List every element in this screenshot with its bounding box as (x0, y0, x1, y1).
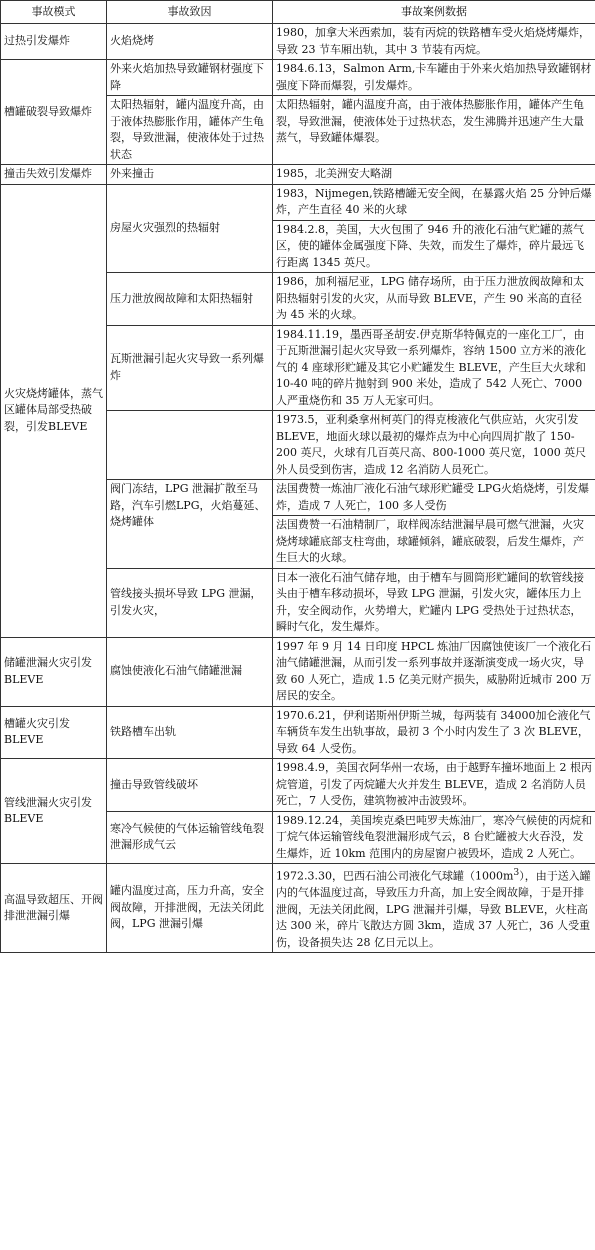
cause-cell: 铁路槽车出轨 (107, 706, 273, 759)
detail-cell: 日本一液化石油气储存地，由于槽车与圆筒形贮罐间的软管线接头由于槽车移动损坏，导致 LPG 泄漏，引发火灾，罐体压力上升，安全阀动作，火势增大，贮罐内 LPG 受热处于过热状态，瞬时气化，发生爆炸。 (273, 568, 595, 637)
cause-cell: 太阳热辐射，罐内温度升高，由于液体热膨胀作用，罐体产生龟裂，导致泄漏，使液体处于过热状态 (107, 96, 273, 165)
cause-cell: 瓦斯泄漏引起火灾导致一系列爆炸 (107, 325, 273, 411)
detail-cell: 太阳热辐射，罐内温度升高，由于液体热膨胀作用，罐体产生龟裂，导致泄漏，使液体处于过热状态，发生沸腾并迅速产生大量蒸气，导致罐体爆裂。 (273, 96, 595, 165)
table-row (1, 60, 595, 96)
table-row (1, 706, 595, 759)
header-cause: 事故致因 (107, 1, 273, 24)
detail-superscript: 3 (513, 867, 520, 878)
detail-cell: 法国费赞一炼油厂液化石油气球形贮罐受 LPG火焰烧烤，引发爆炸，造成 7 人死亡，100 多人受伤 (273, 480, 595, 516)
mode-cell: 储罐泄漏火灾引发 BLEVE (1, 637, 107, 706)
table-row (1, 864, 595, 953)
cause-cell: 管线接头损坏导致 LPG 泄漏，引发火灾， (107, 568, 273, 637)
mode-cell: 高温导致超压、开阀排泄泄漏引爆 (1, 864, 107, 953)
detail-cell: 1984.11.19，墨西哥圣胡安.伊克斯华特佩克的一座化工厂，由于瓦斯泄漏引起火灾导致一系列爆炸，容纳 1500 立方米的液化气的 4 座球形贮罐及其它小贮罐发生 BLEVE，产生巨大火球和 10-40 吨的碎片抛射到 900 米处，造成了 542 人死亡、7000 人严重烧伤和 35 万人无家可归。 (273, 325, 595, 411)
header-mode: 事故模式 (1, 1, 107, 24)
mode-cell: 过热引发爆炸 (1, 24, 107, 60)
mode-cell: 管线泄漏火灾引发 BLEVE (1, 759, 107, 864)
table-row (1, 24, 595, 60)
detail-cell: 1973.5，亚利桑拿州柯英门的得克梭液化气供应站，火灾引发 BLEVE，地面火球以最初的爆炸点为中心向四周扩散了 150-200 英尺，火球有几百英尺高、800-1000 英尺宽，1000 英尺外人员受到伤害，造成 12 名消防人员死亡。 (273, 411, 595, 480)
mode-cell: 撞击失效引发爆炸 (1, 165, 107, 185)
detail-cell: 法国费赞一石油精制厂，取样阀冻结泄漏早晨可燃气泄漏，火灾烧烤球罐底部支柱弯曲，球罐倾斜，罐底破裂，后发生爆炸，产生巨大的火球。 (273, 516, 595, 569)
table-row (1, 759, 595, 812)
detail-cell: 1998.4.9，美国衣阿华州一农场，由于越野车撞坏地面上 2 根丙烷管道，引发了丙烷罐大火并发生 BLEVE，造成 2 名消防人员死亡，7 人受伤，建筑物被冲击波毁坏。 (273, 759, 595, 812)
cause-cell (107, 411, 273, 480)
cause-cell: 罐内温度过高，压力升高，安全阀故障，开排泄阀，无法关闭此阀，LPG 泄漏引爆 (107, 864, 273, 953)
table-row (1, 637, 595, 706)
detail-cell: 1970.6.21，伊利诺斯州伊斯兰城，每两装有 34000加仑液化气车辆货车发生出轨事故，最初 3 个小时内发生了 3 次 BLEVE，导致 64 人受伤。 (273, 706, 595, 759)
detail-cell: 1989.12.24，美国埃克桑巴吨罗夫炼油厂，寒冷气候使的丙烷和丁烷气体运输管线龟裂泄漏形成气云，8 台贮罐被大火吞没，发生爆炸，近 10km 范围内的房屋窗户被毁坏，造成 2 人死亡。 (273, 811, 595, 864)
cause-cell: 撞击导致管线破坏 (107, 759, 273, 812)
cause-cell: 阀门冻结，LPG 泄漏扩散至马路，汽车引燃LPG，火焰蔓延、烧烤罐体 (107, 480, 273, 569)
cause-cell: 外来火焰加热导致罐钢材强度下降 (107, 60, 273, 96)
table-row (1, 165, 595, 185)
mode-cell: 槽罐火灾引发BLEVE (1, 706, 107, 759)
header-row (1, 1, 595, 24)
detail-text-pre: 1972.3.30，巴西石油公司液化气球罐（1000m (276, 869, 514, 883)
cause-cell: 房屋火灾强烈的热辐射 (107, 184, 273, 273)
detail-text-post: ），由于送入罐内的气体温度过高，导致压力升高，加上安全阀故障，于是开排泄阀，无法关闭此阀，LPG 泄漏并引爆，导致 BLEVE，火柱高达 300 米，碎片飞散达方圆 3km，造成 37 人死亡，36 人受重伤，设备损失达 28 亿日元以上。 (276, 869, 591, 949)
cause-cell: 压力泄放阀故障和太阳热辐射 (107, 273, 273, 326)
detail-cell: 1984.6.13，Salmon Arm,卡车罐由于外来火焰加热导致罐钢材强度下降而爆裂，引发爆炸。 (273, 60, 595, 96)
detail-cell: 1983，Nijmegen,铁路槽罐无安全阀，在暴露火焰 25 分钟后爆炸，产生直径 40 米的火球 (273, 184, 595, 220)
detail-cell: 1997 年 9 月 14 日印度 HPCL 炼油厂因腐蚀使该厂一个液化石油气储罐泄漏，从而引发一系列事故并逐渐演变成一场火灾，导致 60 人死亡，造成 1.5 亿美元财产损失，威胁附近城市 200 万居民的安全。 (273, 637, 595, 706)
detail-cell (273, 864, 595, 953)
detail-cell: 1986，加利福尼亚，LPG 储存场所，由于压力泄放阀故障和太阳热辐射引发的火灾，从而导致 BLEVE，产生 90 米高的直径为 45 米的火球。 (273, 273, 595, 326)
detail-cell: 1984.2.8，美国，大火包围了 946 升的液化石油气贮罐的蒸气区，使的罐体金属强度下降、失效，而发生了爆炸，碎片最远飞行距离 1345 英尺。 (273, 220, 595, 273)
cause-cell: 寒冷气候使的气体运输管线龟裂泄漏形成气云 (107, 811, 273, 864)
detail-cell: 1980，加拿大米西索加，装有丙烷的铁路槽车受火焰烧烤爆炸，导致 23 节车厢出轨，其中 3 节装有丙烷。 (273, 24, 595, 60)
header-detail: 事故案例数据 (273, 1, 595, 24)
table-row (1, 184, 595, 220)
cause-cell: 外来撞击 (107, 165, 273, 185)
mode-cell: 槽罐破裂导致爆炸 (1, 60, 107, 165)
cause-cell: 火焰烧烤 (107, 24, 273, 60)
mode-cell: 火灾烧烤罐体，蒸气区罐体局部受热破裂，引发BLEVE (1, 184, 107, 637)
detail-cell: 1985，北美洲安大略湖 (273, 165, 595, 185)
cause-cell: 腐蚀使液化石油气储罐泄漏 (107, 637, 273, 706)
